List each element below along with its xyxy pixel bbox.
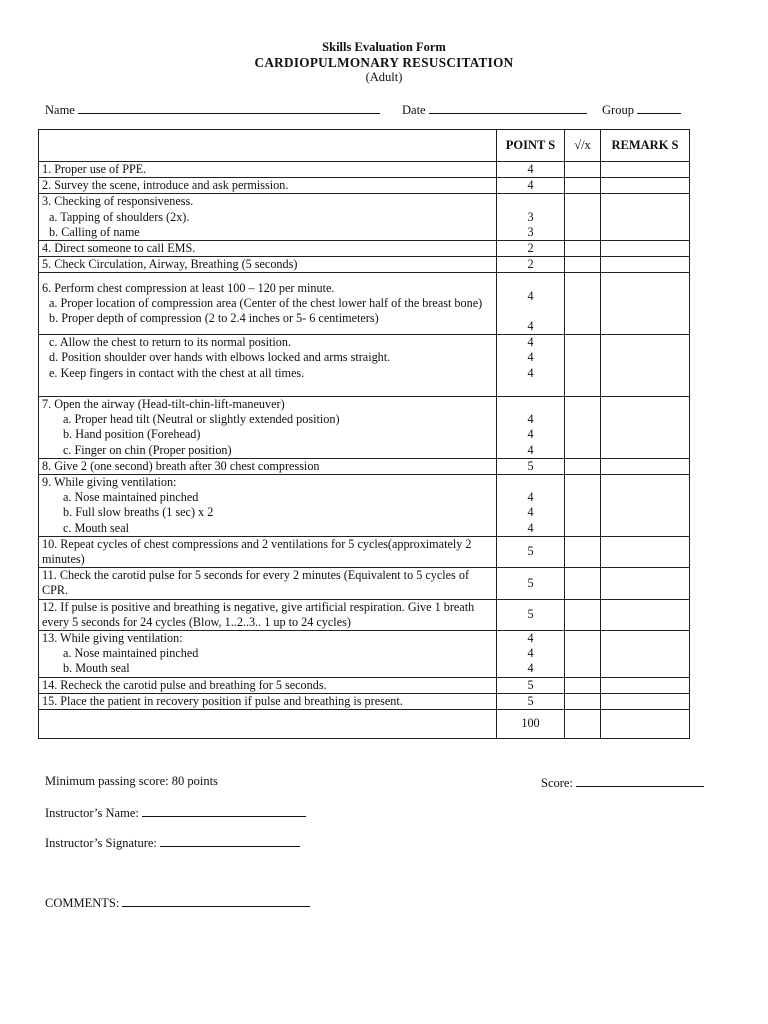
check-cell[interactable] <box>565 194 601 241</box>
skill-item-line: 8. Give 2 (one second) breath after 30 chest compression <box>42 458 320 473</box>
table-row <box>39 475 690 537</box>
skill-item-line: 6. Perform chest compression at least 100 – 120 per minute. <box>42 281 335 295</box>
points-value: 4 <box>527 335 534 350</box>
instructor-name-label: Instructor’s Name: <box>45 806 139 820</box>
score-field[interactable] <box>541 774 704 791</box>
check-cell[interactable] <box>565 257 601 273</box>
remarks-cell[interactable] <box>601 536 690 567</box>
points-cell <box>497 599 565 630</box>
date-field[interactable] <box>402 101 587 118</box>
points-value: 5 <box>527 458 534 473</box>
skill-item-line: a. Proper head tilt (Neutral or slightly extended position) <box>63 412 340 427</box>
remarks-cell[interactable] <box>601 677 690 693</box>
points-value: 4 <box>527 646 534 661</box>
skill-item-line: c. Mouth seal <box>63 520 130 535</box>
points-value: 4 <box>527 178 534 193</box>
table-row <box>39 599 690 630</box>
points-value: 4 <box>527 412 534 427</box>
points-cell <box>497 257 565 273</box>
skill-item-cell <box>39 257 497 273</box>
comments-blank[interactable] <box>122 894 310 907</box>
group-blank[interactable] <box>637 101 681 114</box>
check-cell[interactable] <box>565 677 601 693</box>
points-value: 2 <box>527 257 534 272</box>
skill-item-line: 9. While giving ventilation: <box>42 475 177 490</box>
points-value <box>500 194 561 209</box>
remarks-cell[interactable] <box>601 631 690 678</box>
check-cell[interactable] <box>565 178 601 194</box>
points-cell <box>497 335 565 397</box>
total-row <box>39 710 690 739</box>
points-cell <box>497 677 565 693</box>
skill-item-line: a. Proper location of compression area (Center of the chest lower half of the breast bone) <box>49 296 483 311</box>
skill-item-line: e. Keep fingers in contact with the chest at all times. <box>49 365 305 380</box>
skill-item-line: 1. Proper use of PPE. <box>42 162 147 176</box>
name-field[interactable] <box>45 101 380 118</box>
points-cell <box>497 693 565 709</box>
points-cell <box>497 162 565 178</box>
points-value: 4 <box>527 427 534 442</box>
instructor-name-blank[interactable] <box>142 804 306 817</box>
points-value: 4 <box>527 442 534 457</box>
points-value: 4 <box>527 505 534 520</box>
check-cell[interactable] <box>565 536 601 567</box>
header-check: √/x <box>565 130 601 162</box>
skill-item-line: b. Proper depth of compression (2 to 2.4 inches or 5- 6 centimeters) <box>49 311 379 326</box>
remarks-cell[interactable] <box>601 257 690 273</box>
table-row <box>39 335 690 397</box>
remarks-cell[interactable] <box>601 241 690 257</box>
skill-item-line: a. Nose maintained pinched <box>63 490 199 505</box>
remarks-cell[interactable] <box>601 599 690 630</box>
points-value: 5 <box>527 677 534 692</box>
check-cell[interactable] <box>565 273 601 335</box>
points-value: 4 <box>527 288 534 303</box>
points-value: 4 <box>527 661 534 676</box>
remarks-cell[interactable] <box>601 397 690 459</box>
skill-item-line: a. Nose maintained pinched <box>63 646 199 661</box>
form-subtitle: CARDIOPULMONARY RESUSCITATION <box>254 55 514 70</box>
skill-item-cell <box>39 273 497 335</box>
skill-item-line: 14. Recheck the carotid pulse and breathing for 5 seconds. <box>42 677 327 692</box>
check-cell[interactable] <box>565 599 601 630</box>
remarks-cell[interactable] <box>601 178 690 194</box>
instructor-signature-label: Instructor’s Signature: <box>45 836 157 850</box>
header-item <box>39 130 497 162</box>
points-value: 4 <box>527 162 534 176</box>
skill-item-cell <box>39 536 497 567</box>
points-value: 4 <box>527 520 534 535</box>
table-row <box>39 178 690 194</box>
check-cell[interactable] <box>565 568 601 599</box>
form-title: Skills Evaluation Form <box>322 40 446 54</box>
points-value: 3 <box>527 224 534 239</box>
group-field[interactable] <box>602 101 681 118</box>
skill-item-cell <box>39 568 497 599</box>
check-cell[interactable] <box>565 458 601 474</box>
table-row <box>39 162 690 178</box>
check-cell[interactable] <box>565 475 601 537</box>
points-cell <box>497 273 565 335</box>
skill-item-cell <box>39 335 497 397</box>
form-variant: (Adult) <box>365 70 403 84</box>
table-row <box>39 631 690 678</box>
remarks-cell[interactable] <box>601 162 690 178</box>
points-cell <box>497 631 565 678</box>
points-cell <box>497 475 565 537</box>
points-value <box>500 475 561 490</box>
skills-table <box>38 129 690 739</box>
table-header-row <box>39 130 690 162</box>
remarks-cell[interactable] <box>601 273 690 335</box>
check-cell[interactable] <box>565 162 601 178</box>
remarks-cell[interactable] <box>601 475 690 537</box>
skill-item-cell <box>39 178 497 194</box>
comments-field[interactable] <box>45 894 310 911</box>
skill-item-cell <box>39 475 497 537</box>
check-cell[interactable] <box>565 241 601 257</box>
table-row <box>39 677 690 693</box>
points-value: 4 <box>527 631 534 646</box>
remarks-cell[interactable] <box>601 693 690 709</box>
name-label: Name <box>45 103 75 117</box>
skill-item-cell <box>39 631 497 678</box>
check-cell[interactable] <box>565 397 601 459</box>
total-points: 100 <box>497 710 565 739</box>
skill-item-line: b. Mouth seal <box>63 661 130 676</box>
skill-item-line: a. Tapping of shoulders (2x). <box>49 209 190 224</box>
group-label: Group <box>602 103 634 117</box>
table-row <box>39 536 690 567</box>
points-cell <box>497 241 565 257</box>
skill-item-cell <box>39 241 497 257</box>
header-remarks: REMARK S <box>601 130 690 162</box>
instructor-name-field[interactable] <box>45 804 306 821</box>
total-check-cell <box>565 710 601 739</box>
points-cell <box>497 568 565 599</box>
total-remarks-cell <box>601 710 690 739</box>
points-value: 2 <box>527 241 534 256</box>
date-blank[interactable] <box>429 101 587 114</box>
header-points: POINT S <box>497 130 565 162</box>
total-item-cell <box>39 710 497 739</box>
skill-item-cell <box>39 693 497 709</box>
skill-item-line: c. Allow the chest to return to its normal position. <box>49 335 292 350</box>
skill-item-cell <box>39 599 497 630</box>
name-blank[interactable] <box>78 101 380 114</box>
points-value <box>500 304 561 319</box>
skill-item-line <box>42 381 493 396</box>
score-label: Score: <box>541 776 573 790</box>
points-value <box>500 381 561 396</box>
points-value <box>500 273 561 288</box>
instructor-signature-field[interactable] <box>45 834 300 851</box>
skill-item-line: d. Position shoulder over hands with elbows locked and arms straight. <box>49 350 391 365</box>
check-cell[interactable] <box>565 693 601 709</box>
table-row <box>39 257 690 273</box>
remarks-cell[interactable] <box>601 335 690 397</box>
date-label: Date <box>402 103 426 117</box>
points-value: 5 <box>527 693 534 708</box>
comments-label: COMMENTS: <box>45 896 120 910</box>
remarks-cell[interactable] <box>601 194 690 241</box>
skill-item-line: 3. Checking of responsiveness. <box>42 194 194 209</box>
skill-item-line: 5. Check Circulation, Airway, Breathing (5 seconds) <box>42 257 298 272</box>
skill-item-line: c. Finger on chin (Proper position) <box>63 442 232 457</box>
skill-item-line: b. Full slow breaths (1 sec) x 2 <box>63 505 214 520</box>
skill-item-line: b. Calling of name <box>49 224 140 239</box>
check-cell[interactable] <box>565 631 601 678</box>
skill-item-line: b. Hand position (Forehead) <box>63 427 201 442</box>
skill-item-line: 12. If pulse is positive and breathing is negative, give artificial respiration. Give 1 breath every 5 seconds for 24 cycles (Blow, 1..2..3.. 1 up to 24 cycles) <box>42 599 475 629</box>
skill-item-cell <box>39 194 497 241</box>
table-row <box>39 458 690 474</box>
skill-item-cell <box>39 458 497 474</box>
skill-item-cell <box>39 397 497 459</box>
points-value: 4 <box>527 490 534 505</box>
skill-item-line: 15. Place the patient in recovery position if pulse and breathing is present. <box>42 693 403 708</box>
points-cell <box>497 178 565 194</box>
table-row <box>39 194 690 241</box>
instructor-signature-blank[interactable] <box>160 834 300 847</box>
points-cell <box>497 194 565 241</box>
table-row <box>39 693 690 709</box>
points-value: 3 <box>527 209 534 224</box>
table-row <box>39 568 690 599</box>
table-row <box>39 397 690 459</box>
points-value: 5 <box>527 544 534 559</box>
table-row <box>39 241 690 257</box>
skill-item-line: 10. Repeat cycles of chest compressions and 2 ventilations for 5 cycles(approximately 2 minutes) <box>42 536 472 567</box>
skill-item-cell <box>39 162 497 178</box>
skill-item-line: 4. Direct someone to call EMS. <box>42 241 196 256</box>
remarks-cell[interactable] <box>601 568 690 599</box>
points-cell <box>497 536 565 567</box>
points-value: 4 <box>527 365 534 380</box>
check-cell[interactable] <box>565 335 601 397</box>
skill-item-line: 7. Open the airway (Head-tilt-chin-lift-maneuver) <box>42 397 285 411</box>
remarks-cell[interactable] <box>601 458 690 474</box>
skill-item-line: 2. Survey the scene, introduce and ask permission. <box>42 178 289 193</box>
min-passing-score: Minimum passing score: 80 points <box>45 774 218 788</box>
points-value: 5 <box>527 607 534 622</box>
skill-item-line: 11. Check the carotid pulse for 5 seconds for every 2 minutes (Equivalent to 5 cycles of CPR. <box>42 568 470 598</box>
points-cell <box>497 397 565 459</box>
points-value: 5 <box>527 575 534 590</box>
points-cell <box>497 458 565 474</box>
points-value <box>500 397 561 412</box>
skill-item-cell <box>39 677 497 693</box>
points-value: 4 <box>527 319 534 333</box>
score-blank[interactable] <box>576 774 704 787</box>
points-value: 4 <box>527 350 534 365</box>
table-row <box>39 273 690 335</box>
skill-item-line: 13. While giving ventilation: <box>42 631 183 646</box>
